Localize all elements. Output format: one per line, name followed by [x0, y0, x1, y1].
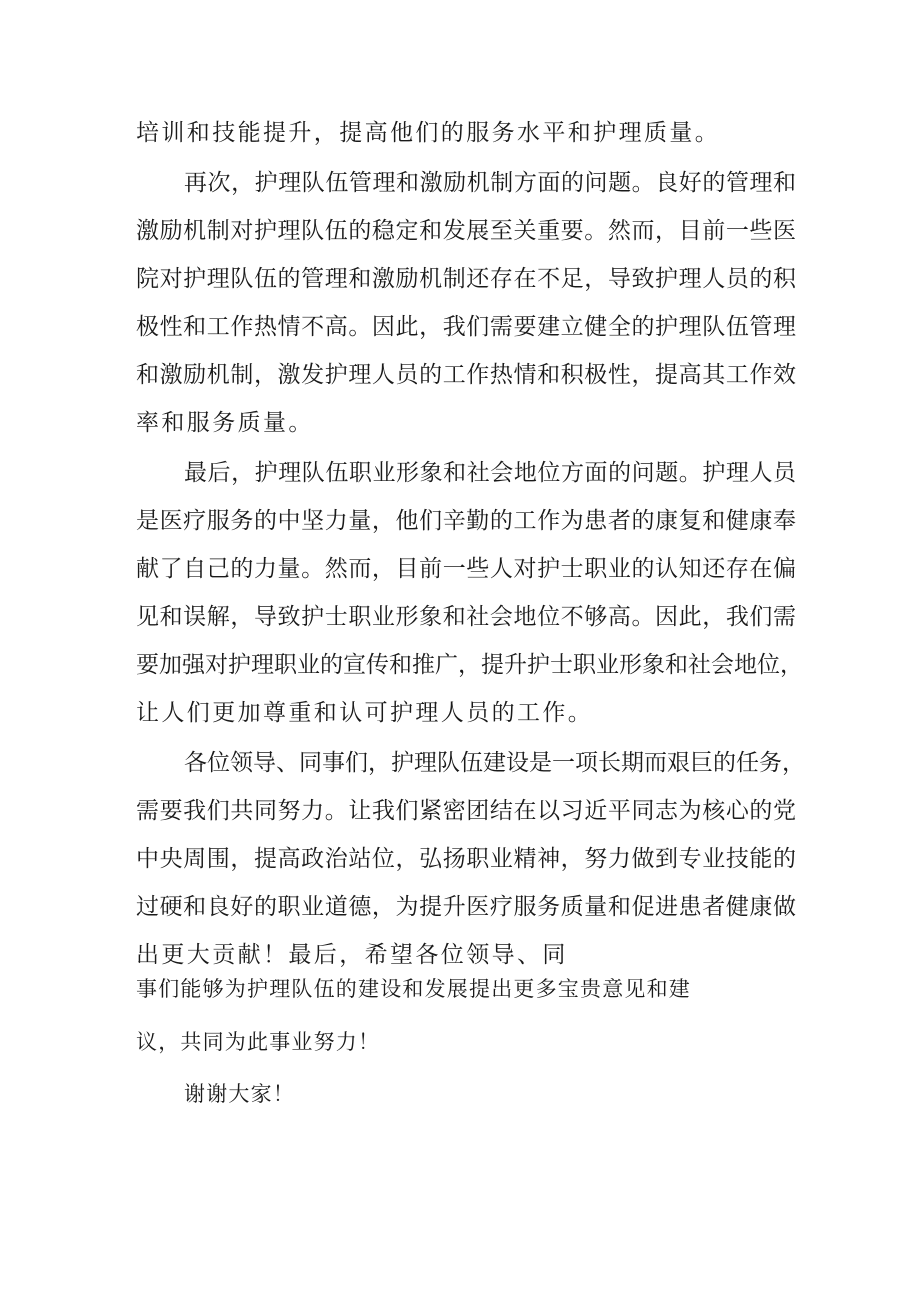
paragraph-3-line-1: 最后，护理队伍职业形象和社会地位方面的问题。护理人员: [184, 460, 796, 486]
paragraph-2-line-1: 再次，护理队伍管理和激励机制方面的问题。良好的管理和: [184, 170, 796, 196]
paragraph-4-line-1: 各位领导、同事们，护理队伍建设是一项长期而艰巨的任务，: [184, 750, 805, 776]
paragraph-2-line-3: 院对护理队伍的管理和激励机制还存在不足，导致护理人员的积: [136, 266, 796, 292]
paragraph-1-line-1: 培训和技能提升，提高他们的服务水平和护理质量。: [136, 120, 721, 146]
paragraph-3-line-3: 献了自己的力量。然而，目前一些人对护士职业的认知还存在偏: [136, 556, 796, 582]
paragraph-4-line-6: 事们能够为护理队伍的建设和发展提出更多宝贵意见和建: [136, 977, 691, 1001]
paragraph-3-line-6: 让人们更加尊重和认可护理人员的工作。: [136, 700, 594, 726]
closing-thanks: 谢谢大家！: [184, 1082, 295, 1106]
paragraph-4-line-5: 出更大贡献！最后，希望各位领导、同: [136, 942, 568, 968]
paragraph-4-line-4: 过硬和良好的职业道德，为提升医疗服务质量和促进患者健康做: [136, 894, 796, 920]
paragraph-4-line-3: 中央周围，提高政治站位，弘扬职业精神，努力做到专业技能的: [136, 846, 796, 872]
paragraph-2-line-5: 和激励机制，激发护理人员的工作热情和积极性，提高其工作效: [136, 362, 796, 388]
paragraph-2-line-4: 极性和工作热情不高。因此，我们需要建立健全的护理队伍管理: [136, 314, 796, 340]
paragraph-4-line-7: 议，共同为此事业努力！: [136, 1030, 381, 1054]
paragraph-3-line-5: 要加强对护理职业的宣传和推广，提升护士职业形象和社会地位，: [136, 652, 803, 678]
paragraph-3-line-4: 见和误解，导致护士职业形象和社会地位不够高。因此，我们需: [136, 604, 796, 630]
paragraph-4-line-2: 需要我们共同努力。让我们紧密团结在以习近平同志为核心的党: [136, 798, 796, 824]
paragraph-2-line-2: 激励机制对护理队伍的稳定和发展至关重要。然而，目前一些医: [136, 218, 796, 244]
paragraph-2-line-6: 率和服务质量。: [136, 410, 314, 436]
paragraph-3-line-2: 是医疗服务的中坚力量，他们辛勤的工作为患者的康复和健康奉: [136, 508, 796, 534]
